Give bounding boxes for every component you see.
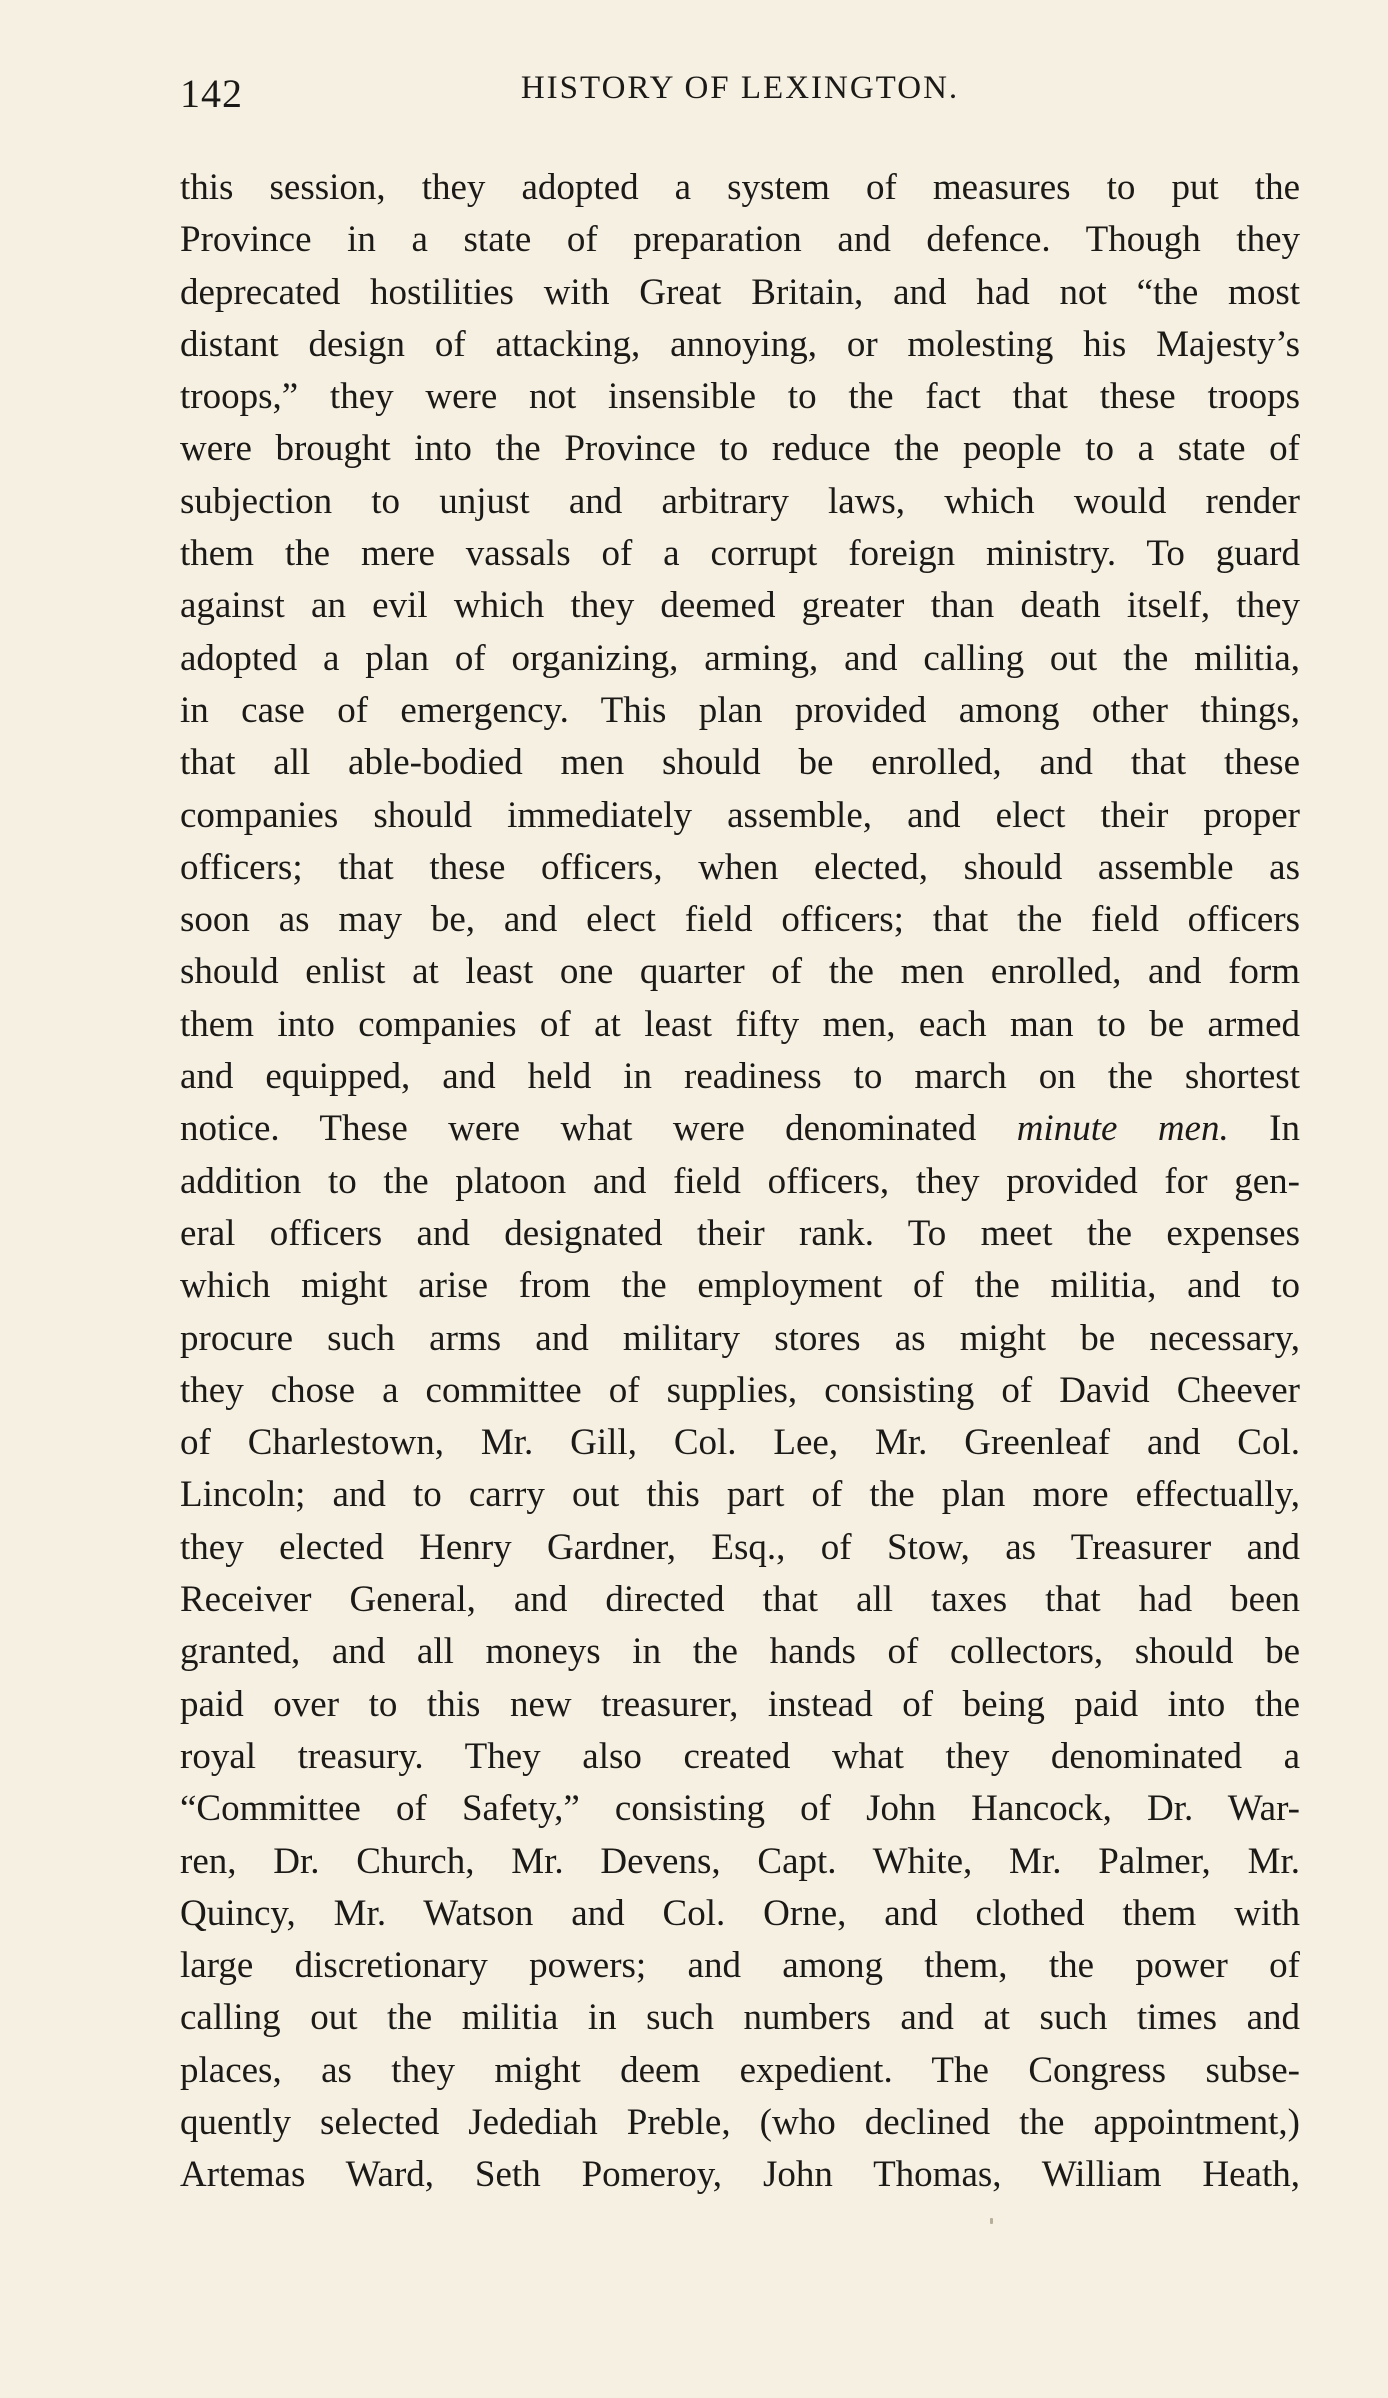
text-line: paid over to this new treasurer, instead of being paid into the — [180, 1683, 1300, 1725]
text-line: officers; that these officers, when elected, should assemble as — [180, 846, 1300, 888]
text-line: should enlist at least one quarter of the men enrolled, and form — [180, 951, 1300, 993]
page-header — [180, 70, 1300, 120]
text-line: addition to the platoon and field officers, they provided for gen- — [180, 1160, 1300, 1202]
text-line: and equipped, and held in readiness to march on the shortest — [180, 1056, 1300, 1098]
text-line: Quincy, Mr. Watson and Col. Orne, and clothed them with — [180, 1892, 1300, 1934]
text-line: granted, and all moneys in the hands of collectors, should be — [180, 1631, 1300, 1673]
text-line: them the mere vassals of a corrupt foreign ministry. To guard — [180, 533, 1300, 575]
text-line: royal treasury. They also created what they denominated a — [180, 1735, 1300, 1777]
text-line: them into companies of at least fifty men, each man to be armed — [180, 1003, 1300, 1045]
running-title: HISTORY OF LEXINGTON. — [520, 70, 960, 106]
text-line: were brought into the Province to reduce the people to a state of — [180, 428, 1300, 470]
text-line: against an evil which they deemed greater than death itself, they — [180, 585, 1300, 627]
text-line: troops,” they were not insensible to the fact that these troops — [180, 376, 1300, 418]
text-line-minute-men — [180, 1103, 1300, 1155]
text-line: they elected Henry Gardner, Esq., of Stow, as Treasurer and — [180, 1526, 1300, 1568]
text-segment: In — [1228, 1108, 1300, 1150]
text-line: which might arise from the employment of the militia, and to — [180, 1265, 1300, 1307]
text-line: they chose a committee of supplies, consisting of David Cheever — [180, 1369, 1300, 1411]
text-line: that all able-bodied men should be enrolled, and that these — [180, 742, 1300, 784]
italic-term: minute men. — [1016, 1108, 1229, 1150]
text-line: subjection to unjust and arbitrary laws, which would render — [180, 480, 1300, 522]
paper-speck — [990, 2218, 993, 2224]
text-line: in case of emergency. This plan provided among other things, — [180, 689, 1300, 731]
text-line: ren, Dr. Church, Mr. Devens, Capt. White, Mr. Palmer, Mr. — [180, 1840, 1300, 1882]
text-line: calling out the militia in such numbers and at such times and — [180, 1997, 1300, 2039]
text-line: soon as may be, and elect field officers; that the field officers — [180, 899, 1300, 941]
body-text — [180, 162, 1300, 2202]
text-line: this session, they adopted a system of measures to put the — [180, 167, 1300, 208]
text-line: places, as they might deem expedient. The Congress subse- — [180, 2049, 1300, 2091]
text-line: of Charlestown, Mr. Gill, Col. Lee, Mr. Greenleaf and Col. — [180, 1422, 1300, 1464]
text-line: distant design of attacking, annoying, or molesting his Majesty’s — [180, 323, 1300, 365]
text-line: quently selected Jedediah Preble, (who declined the appointment,) — [180, 2101, 1300, 2143]
text-line: companies should immediately assemble, and elect their proper — [180, 794, 1300, 836]
text-line: Lincoln; and to carry out this part of the plan more effectually, — [180, 1474, 1300, 1516]
text-line: Province in a state of preparation and defence. Though they — [180, 219, 1300, 261]
text-line: adopted a plan of organizing, arming, and calling out the militia, — [180, 637, 1300, 679]
text-line: Receiver General, and directed that all taxes that had been — [180, 1579, 1300, 1621]
text-line: deprecated hostilities with Great Britain, and had not “the most — [180, 271, 1300, 313]
text-line: “Committee of Safety,” consisting of John Hancock, Dr. War- — [180, 1788, 1300, 1830]
text-segment: notice. These were what were denominated — [180, 1108, 1017, 1150]
text-line: large discretionary powers; and among them, the power of — [180, 1945, 1300, 1987]
text-line: procure such arms and military stores as might be necessary, — [180, 1317, 1300, 1359]
text-line: Artemas Ward, Seth Pomeroy, John Thomas, William Heath, — [180, 2154, 1300, 2196]
page-number: 142 — [180, 71, 243, 116]
text-line: eral officers and designated their rank. To meet the expenses — [180, 1212, 1300, 1254]
